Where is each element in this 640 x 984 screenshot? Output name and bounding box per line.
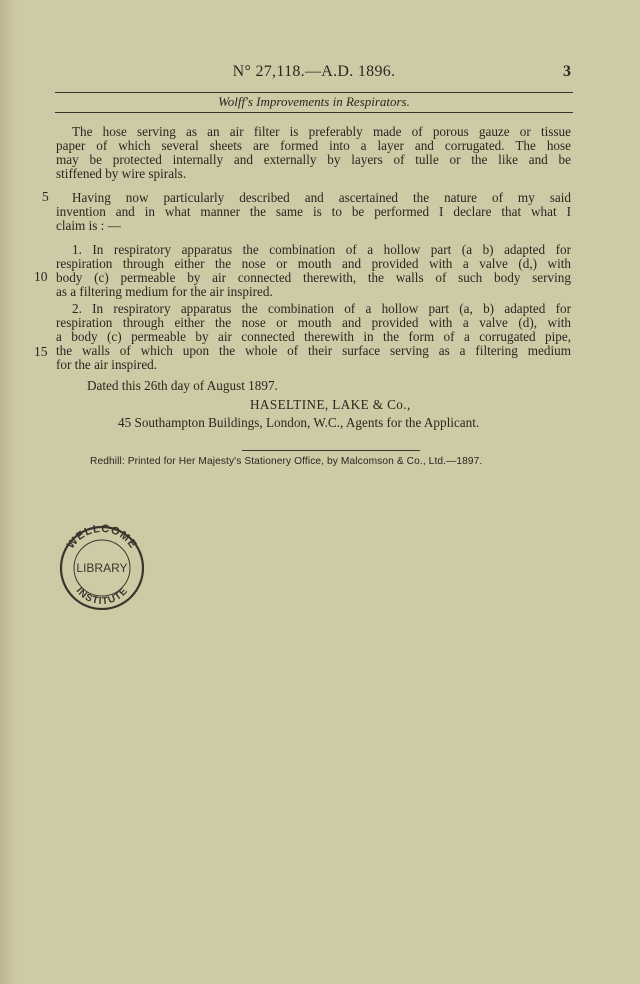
agent-address: 45 Southampton Buildings, London, W.C., Agents for the Applicant. [118, 415, 480, 430]
stamp-top-text: WELLCOME [64, 522, 140, 552]
patent-number: N° 27,118.—A.D. 1896. [232, 63, 396, 80]
printer-imprint: Redhill: Printed for Her Majesty's Stationery Office, by Malcomson & Co., Ltd.—1897. [90, 456, 483, 467]
library-stamp-icon [54, 520, 150, 610]
page-header [55, 63, 573, 85]
line-number: 5 [42, 189, 49, 204]
text-line: Having now particularly described and ascertained the nature of my said [72, 190, 571, 205]
agent-company: HASELTINE, LAKE & Co., [250, 397, 411, 412]
line-number: 15 [34, 344, 48, 359]
footer-rule [242, 450, 420, 451]
text-line: as a filtering medium for the air inspired. [56, 284, 273, 299]
page-number: 3 [563, 63, 571, 80]
date-line: Dated this 26th day of August 1897. [87, 378, 278, 393]
text-line: respiration through either the nose or mouth and provided with a valve (d,) with [56, 256, 571, 271]
text-line: paper of which several sheets are formed into a layer and corrugated. The hose [56, 138, 571, 153]
stamp-center-text: LIBRARY [76, 561, 128, 575]
stamp-bottom-text: INSTITUTE [73, 585, 131, 608]
text-line: may be protected internally and externally by layers of tulle or the like and be [56, 152, 571, 167]
text-line: claim is : — [56, 218, 121, 233]
line-number: 10 [34, 269, 48, 284]
running-title: Wolff's Improvements in Respirators. [218, 94, 410, 109]
text-line: respiration through either the nose or mouth and provided with a valve (d), with [56, 315, 571, 330]
text-line: The hose serving as an air filter is preferably made of porous gauze or tissue [72, 124, 571, 139]
text-line: stiffened by wire spirals. [56, 166, 187, 181]
text-line: invention and in what manner the same is to be performed I declare that what I [56, 204, 571, 219]
text-line: body (c) permeable by air connected therewith, the walls of such body serving [56, 270, 571, 285]
text-line: the walls of which upon the whole of their surface serving as a filtering medium [56, 343, 571, 358]
text-line: for the air inspired. [56, 357, 158, 372]
header-rule [55, 92, 573, 93]
title-rule [55, 112, 573, 113]
text-line: 1. In respiratory apparatus the combination of a hollow part (a b) adapted for [72, 242, 571, 257]
text-line: 2. In respiratory apparatus the combination of a hollow part (a, b) adapted for [72, 301, 571, 316]
text-line: a body (c) permeable by air connected therewith in the form of a corrugated pipe, [56, 329, 571, 344]
binding-shadow [0, 0, 18, 984]
